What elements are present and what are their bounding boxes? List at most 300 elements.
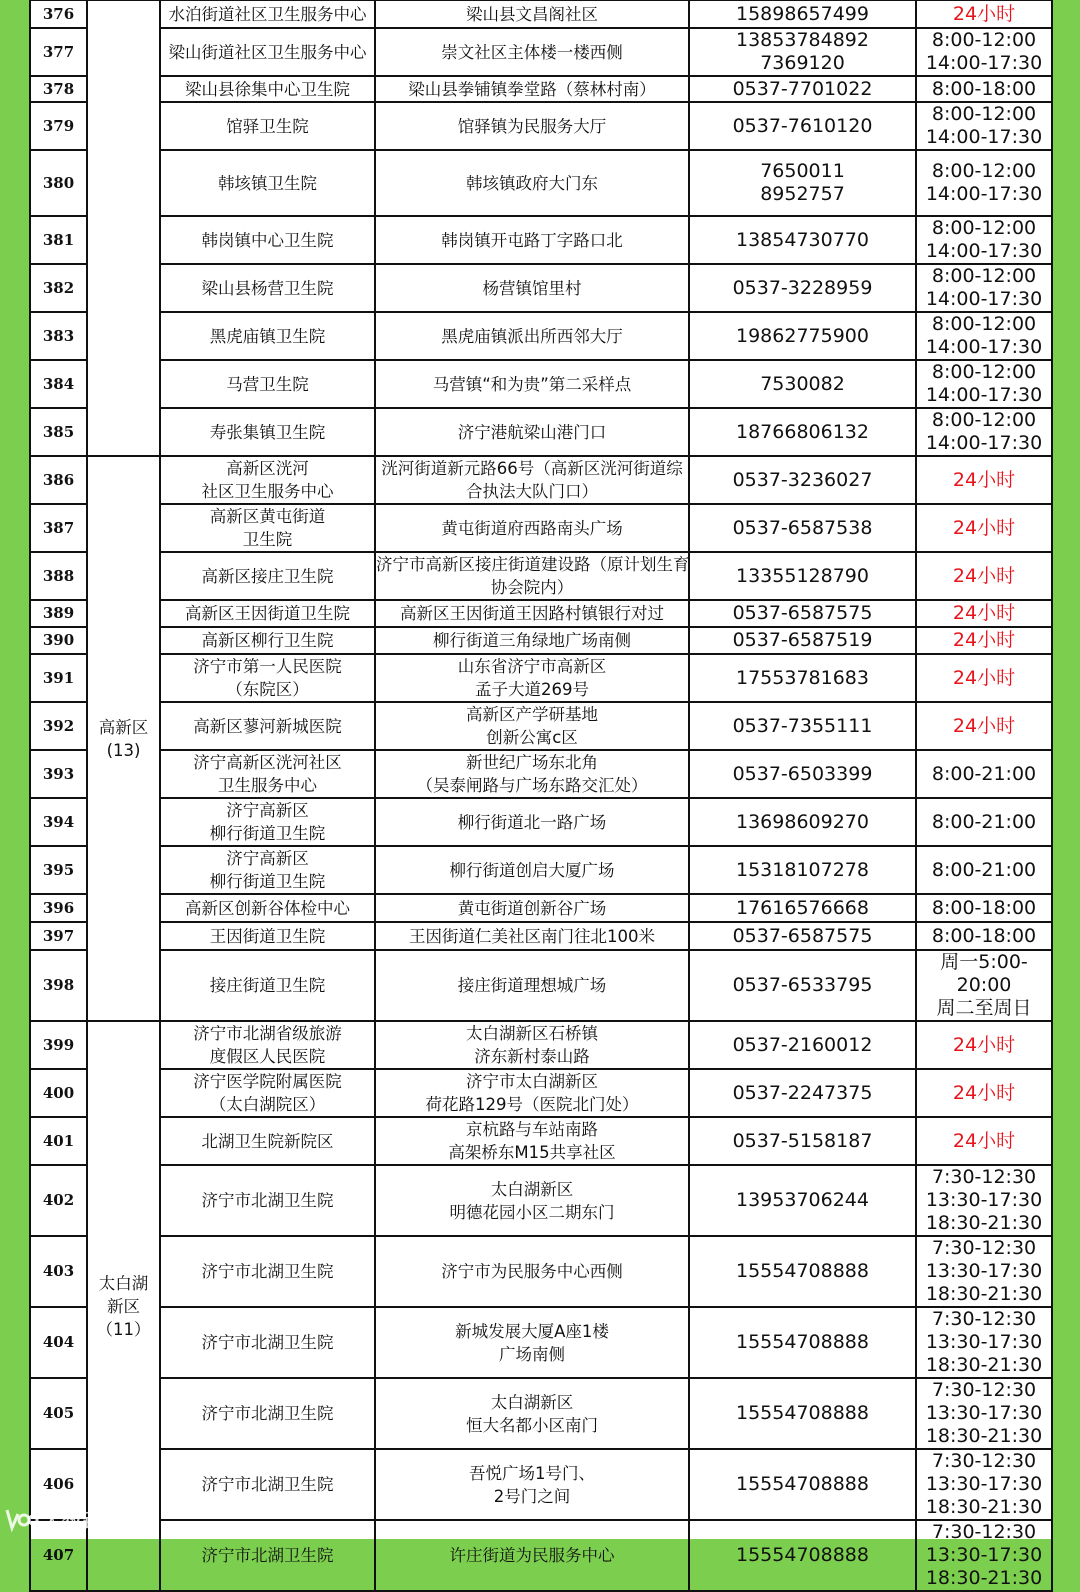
site-name-line: 接庄街道卫生院 [209,976,326,995]
site-hours [916,1117,1052,1165]
table-row [30,0,1052,28]
site-hours [916,150,1052,216]
row-number: 396 [30,894,87,922]
site-address-line: 合执法大队门口） [466,482,598,501]
site-address [375,1520,689,1591]
site-name [160,654,375,702]
table-row [30,1117,1052,1165]
site-hours [916,28,1052,76]
site-phone-line: 15554708888 [736,1473,869,1495]
site-name [160,798,375,846]
site-name-line: 梁山县杨营卫生院 [201,278,334,298]
site-name-line: 王因街道卫生院 [209,926,326,946]
site-name-line: 济宁高新区 [226,849,309,868]
site-hours-line: 8:00-18:00 [931,77,1037,100]
site-phone [689,894,916,922]
site-hours-line: 18:30-21:30 [925,1496,1043,1518]
site-hours-line: 24小时 [952,1033,1016,1056]
site-hours [916,1449,1052,1520]
site-name-line: （东院区） [226,680,309,699]
site-hours [916,1236,1052,1307]
row-number: 404 [30,1307,87,1378]
row-number: 394 [30,798,87,846]
site-hours-line: 13:30-17:30 [925,1544,1043,1566]
site-name [160,504,375,552]
table-row [30,702,1052,750]
row-number: 407 [30,1520,87,1591]
site-hours [916,264,1052,312]
table-row [30,654,1052,702]
site-address-line: （吴泰闸路与广场东路交汇处） [416,776,648,795]
site-hours [916,504,1052,552]
site-phone-line: 0537-6533795 [732,974,873,996]
site-phone [689,798,916,846]
site-hours-line: 20:00 [956,974,1012,996]
site-name-line: 济宁市北湖卫生院 [201,1333,334,1352]
site-name [160,264,375,312]
site-phone [689,627,916,654]
site-name-line: 济宁市第一人民医院 [193,657,342,676]
site-hours-line: 18:30-21:30 [925,1425,1043,1447]
site-address [375,702,689,750]
site-address-line: 荷花路129号（医院北门处） [425,1095,639,1114]
site-address-line: 柳行街道三角绿地广场南侧 [433,631,631,650]
site-name [160,0,375,28]
site-hours-line: 8:00-21:00 [931,810,1037,833]
site-name-line: 济宁高新区洸河社区 [193,753,342,772]
site-phone [689,264,916,312]
site-address [375,1449,689,1520]
site-phone-line: 0537-6587575 [732,602,873,624]
site-hours [916,702,1052,750]
table-row [30,150,1052,216]
site-hours-line: 14:00-17:30 [925,432,1043,454]
row-number: 384 [30,360,87,408]
site-address [375,504,689,552]
site-address-line: 吾悦广场1号门、 [469,1463,595,1483]
site-phone-line: 0537-6587538 [732,516,873,539]
site-phone [689,102,916,150]
site-phone [689,1117,916,1165]
site-phone [689,600,916,627]
site-address-line: 梁山县拳铺镇拳堂路（蔡林村南） [408,79,656,99]
table-row [30,360,1052,408]
site-address-line: 王因街道仁美社区南门往北100米 [409,926,655,946]
site-hours-line: 8:00-12:00 [931,409,1037,431]
site-address [375,360,689,408]
site-name [160,1449,375,1520]
row-number: 376 [30,0,87,28]
site-address-line: 山东省济宁市高新区 [457,657,607,676]
site-hours-line: 8:00-12:00 [931,313,1037,335]
district-cell-line: 新区 [107,1296,140,1316]
site-name-line: 济宁市北湖卫生院 [201,1404,334,1423]
site-name-line: 梁山县徐集中心卫生院 [185,79,350,99]
site-address-line: 济宁港航梁山港门口 [457,422,607,442]
table-row [30,750,1052,798]
site-hours [916,750,1052,798]
site-address [375,750,689,798]
site-hours [916,950,1052,1021]
testing-sites-table [29,0,1053,1592]
site-phone-line: 0537-7701022 [732,77,873,100]
site-name [160,102,375,150]
site-name [160,360,375,408]
site-hours-line: 7:30-12:30 [931,1379,1037,1401]
site-name [160,600,375,627]
site-phone-line: 7369120 [760,52,845,74]
site-phone-line: 0537-6587519 [732,629,873,651]
site-phone [689,1236,916,1307]
site-hours-line: 24小时 [952,468,1016,491]
site-address [375,102,689,150]
row-number: 400 [30,1069,87,1117]
site-address [375,150,689,216]
row-number: 406 [30,1449,87,1520]
site-hours-line: 8:00-21:00 [931,858,1037,881]
site-name-line: 梁山街道社区卫生服务中心 [168,42,367,62]
site-hours [916,1165,1052,1236]
site-hours [916,1069,1052,1117]
row-number: 398 [30,950,87,1021]
site-hours-line: 24小时 [952,1081,1016,1104]
site-name-line: （太白湖院区） [209,1095,326,1114]
site-name-line: 济宁市北湖卫生院 [201,1475,334,1494]
site-phone-line: 8952757 [760,183,845,205]
site-phone-line: 0537-2247375 [732,1081,873,1104]
site-hours-line: 8:00-18:00 [931,896,1037,919]
table-row [30,1165,1052,1236]
district-cell [87,0,160,456]
site-hours [916,846,1052,894]
site-hours-line: 13:30-17:30 [925,1260,1043,1282]
table-row [30,552,1052,600]
site-phone [689,28,916,76]
site-address-line: 洸河街道新元路66号（高新区洸河街道综 [381,459,683,478]
watermark [4,1504,122,1534]
site-hours-line: 13:30-17:30 [925,1473,1043,1495]
site-hours-line: 8:00-12:00 [931,217,1037,239]
row-number: 377 [30,28,87,76]
site-address-line: 馆驿镇为民服务大厅 [457,116,607,136]
sheet [29,0,1051,1589]
site-name-line: 济宁市北湖卫生院 [201,1191,334,1210]
site-phone-line: 13853784892 [736,29,869,51]
site-name [160,1520,375,1591]
row-number: 381 [30,216,87,264]
site-hours-line: 24小时 [952,629,1016,651]
site-hours-line: 周一5:00- [940,951,1028,973]
row-number: 386 [30,456,87,504]
site-hours [916,76,1052,102]
table-row [30,76,1052,102]
site-address-line: 崇文社区主体楼一楼西侧 [441,42,623,62]
site-address [375,600,689,627]
site-hours [916,600,1052,627]
site-address-line: 柳行街道北一路广场 [457,812,607,832]
site-address-line: 济东新村泰山路 [474,1047,590,1066]
table-row [30,1520,1052,1591]
site-hours-line: 7:30-12:30 [931,1450,1037,1472]
site-address [375,846,689,894]
site-address [375,627,689,654]
site-phone-line: 0537-7355111 [732,714,873,737]
site-name-line: 韩垓镇卫生院 [218,173,317,193]
site-phone [689,312,916,360]
site-name-line: 度假区人民医院 [209,1047,326,1066]
site-name [160,950,375,1021]
row-number: 379 [30,102,87,150]
site-hours-line: 7:30-12:30 [931,1237,1037,1259]
row-number: 392 [30,702,87,750]
site-phone [689,150,916,216]
site-phone-line: 0537-3236027 [732,468,873,491]
row-number: 393 [30,750,87,798]
site-name-line: 高新区蓼河新城医院 [193,716,342,736]
district-cell [87,456,160,1021]
site-name-line: 高新区柳行卫生院 [201,631,334,650]
row-number: 383 [30,312,87,360]
site-hours-line: 24小时 [952,2,1016,25]
site-hours [916,102,1052,150]
site-address-line: 济宁市太白湖新区 [466,1072,598,1091]
site-address-line: 孟子大道269号 [475,680,589,699]
site-address [375,654,689,702]
site-phone-line: 7650011 [760,160,845,182]
site-phone [689,750,916,798]
site-hours [916,894,1052,922]
site-hours-line: 周二至周日 [936,997,1032,1019]
site-address-line: 济宁市高新区接庄街道建设路（原计划生育 [376,555,690,574]
site-hours-line: 14:00-17:30 [925,240,1043,262]
site-hours-line: 13:30-17:30 [925,1402,1043,1424]
site-phone [689,216,916,264]
site-address [375,312,689,360]
site-phone [689,76,916,102]
table-row [30,1449,1052,1520]
site-phone [689,360,916,408]
site-phone [689,950,916,1021]
site-name [160,1307,375,1378]
site-phone-line: 13355128790 [736,564,869,587]
site-phone [689,408,916,456]
site-hours-line: 8:00-12:00 [931,160,1037,182]
site-address-line: 接庄街道理想城广场 [457,976,607,995]
site-hours [916,1520,1052,1591]
row-number: 389 [30,600,87,627]
site-address [375,922,689,950]
site-name [160,1236,375,1307]
table-row [30,798,1052,846]
site-name-line: 济宁市北湖省级旅游 [193,1024,342,1043]
site-hours-line: 14:00-17:30 [925,288,1043,310]
table-row [30,922,1052,950]
site-address-line: 梁山县文昌阁社区 [466,4,598,24]
row-number: 385 [30,408,87,456]
site-hours-line: 7:30-12:30 [931,1166,1037,1188]
site-name [160,750,375,798]
site-name [160,1021,375,1069]
site-name [160,1378,375,1449]
site-address-line: 2号门之间 [493,1486,571,1506]
site-hours-line: 24小时 [952,714,1016,737]
row-number: 395 [30,846,87,894]
site-name-line: 韩岗镇中心卫生院 [201,230,334,250]
site-hours-line: 8:00-18:00 [931,924,1037,947]
table-row [30,456,1052,504]
site-address [375,264,689,312]
site-hours [916,627,1052,654]
row-number: 387 [30,504,87,552]
site-name-line: 寿张集镇卫生院 [209,422,326,442]
site-hours [916,798,1052,846]
site-phone [689,922,916,950]
table-row [30,28,1052,76]
site-hours-line: 14:00-17:30 [925,126,1043,148]
site-name-line: 济宁医学院附属医院 [193,1072,342,1091]
site-phone-line: 19862775900 [736,324,869,347]
site-phone-line: 0537-2160012 [732,1033,873,1056]
site-phone-line: 15554708888 [736,1402,869,1424]
site-name-line: 柳行街道卫生院 [209,824,326,843]
site-name-line: 柳行街道卫生院 [209,872,326,891]
site-hours-line: 7:30-12:30 [931,1521,1037,1543]
site-hours-line: 8:00-12:00 [931,265,1037,287]
site-hours-line: 7:30-12:30 [931,1308,1037,1330]
site-address-line: 高新区产学研基地 [466,705,598,724]
site-hours [916,408,1052,456]
site-address [375,1069,689,1117]
site-address-line: 黑虎庙镇派出所西邻大厅 [441,326,623,346]
site-name-line: 北湖卫生院新院区 [201,1131,334,1151]
site-phone [689,456,916,504]
site-name-line: 水泊街道社区卫生服务中心 [168,4,367,24]
site-name-line: 高新区黄屯街道 [209,507,326,526]
site-hours-line: 8:00-12:00 [931,361,1037,383]
site-phone [689,504,916,552]
site-address-line: 济宁市为民服务中心西侧 [441,1262,623,1281]
site-hours-line: 8:00-12:00 [931,103,1037,125]
site-phone-line: 15898657499 [736,2,869,25]
site-address [375,408,689,456]
row-number: 403 [30,1236,87,1307]
row-number: 382 [30,264,87,312]
site-name [160,894,375,922]
site-phone-line: 0537-6503399 [732,762,873,785]
table-row [30,950,1052,1021]
row-number: 380 [30,150,87,216]
site-hours [916,922,1052,950]
site-phone-line: 0537-6587575 [732,924,873,947]
site-phone-line: 15318107278 [736,858,869,881]
site-name-line: 马营卫生院 [226,374,309,394]
site-phone-line: 7530082 [760,372,845,395]
site-name-line: 高新区洸河 [226,459,309,478]
site-hours-line: 18:30-21:30 [925,1212,1043,1234]
site-phone-line: 0537-5158187 [732,1129,873,1152]
table-row [30,894,1052,922]
site-hours [916,1307,1052,1378]
site-phone [689,1449,916,1520]
table-row [30,504,1052,552]
site-address-line: 太白湖新区石桥镇 [466,1024,598,1043]
site-hours-line: 24小时 [952,602,1016,624]
site-name [160,76,375,102]
row-number: 391 [30,654,87,702]
site-address [375,28,689,76]
site-hours-line: 18:30-21:30 [925,1567,1043,1589]
site-hours-line: 14:00-17:30 [925,52,1043,74]
site-phone [689,1520,916,1591]
row-number: 402 [30,1165,87,1236]
site-hours-line: 14:00-17:30 [925,384,1043,406]
site-address-line: 韩垓镇政府大门东 [466,173,598,193]
site-address-line: 新城发展大厦A座1楼 [455,1321,609,1341]
site-hours-line: 24小时 [952,1129,1016,1152]
site-phone [689,1021,916,1069]
table-row [30,627,1052,654]
site-address-line: 韩岗镇开屯路丁字路口北 [441,230,623,250]
site-hours [916,1021,1052,1069]
site-phone-line: 13854730770 [736,228,869,251]
site-address-line: 明德花园小区二期东门 [449,1202,615,1222]
site-hours-line: 18:30-21:30 [925,1283,1043,1305]
site-hours-line: 14:00-17:30 [925,336,1043,358]
site-phone [689,1307,916,1378]
site-name [160,408,375,456]
table-row [30,408,1052,456]
row-number: 405 [30,1378,87,1449]
row-number: 378 [30,76,87,102]
watermark-text: 大数跨境 [42,1508,122,1533]
site-address-line: 广场南侧 [499,1344,565,1364]
site-hours-line: 24小时 [952,516,1016,539]
site-phone [689,1069,916,1117]
site-name-line: 济宁高新区 [226,801,309,820]
site-name [160,216,375,264]
site-hours [916,456,1052,504]
row-number: 390 [30,627,87,654]
row-number: 399 [30,1021,87,1069]
site-phone-line: 15554708888 [736,1331,869,1353]
site-name-line: 高新区创新谷体检中心 [185,898,350,918]
site-address-line: 黄屯街道府西路南头广场 [441,518,623,538]
row-number: 397 [30,922,87,950]
site-address [375,552,689,600]
site-address [375,798,689,846]
site-name [160,28,375,76]
site-address-line: 恒大名都小区南门 [466,1415,598,1435]
site-address-line: 协会院内） [490,578,574,597]
site-hours [916,360,1052,408]
site-phone [689,654,916,702]
site-name-line: 济宁市北湖卫生院 [201,1546,334,1565]
site-hours [916,216,1052,264]
site-hours [916,312,1052,360]
site-address [375,0,689,28]
table-row [30,1021,1052,1069]
site-address [375,216,689,264]
site-phone-line: 17616576668 [736,896,869,919]
site-name [160,150,375,216]
site-name [160,627,375,654]
site-phone-line: 0537-7610120 [732,114,873,137]
site-name-line: 馆驿卫生院 [226,116,309,136]
site-address [375,1378,689,1449]
site-name [160,1117,375,1165]
site-address-line: 新世纪广场东北角 [466,753,598,772]
watermark-logo-icon [4,1506,38,1532]
